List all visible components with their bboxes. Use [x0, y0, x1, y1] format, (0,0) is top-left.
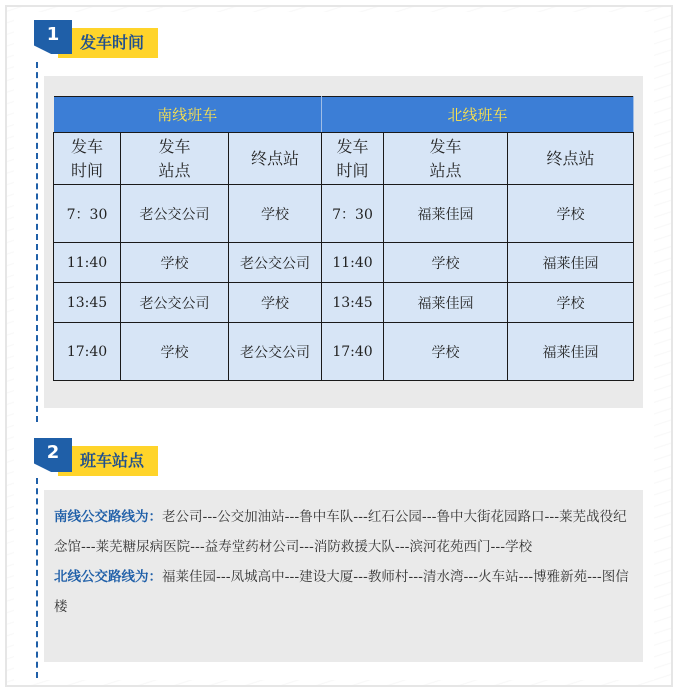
col-header-stop: 发车 站点: [121, 133, 229, 185]
cell-time: 7：30: [322, 185, 384, 243]
table-row: [54, 243, 634, 283]
cell-from: 学校: [384, 323, 508, 381]
north-route-label: 北线公交路线为：: [54, 569, 162, 585]
cell-to: 学校: [508, 185, 634, 243]
section-header-stops: [30, 436, 170, 476]
cell-from: 福莱佳园: [384, 283, 508, 323]
cell-to: 学校: [508, 283, 634, 323]
col-header-end: 终点站: [508, 133, 634, 185]
dashed-guide-line: [36, 478, 38, 678]
north-line-header: 北线班车: [322, 97, 634, 133]
section-number: 2: [46, 442, 60, 463]
routes-panel: [44, 490, 643, 662]
schedule-panel: [44, 76, 643, 408]
cell-time: 17:40: [322, 323, 384, 381]
south-line-header: 南线班车: [54, 97, 322, 133]
section-number: 1: [46, 24, 60, 45]
cell-to: 老公交公司: [229, 243, 322, 283]
column-header-row: [54, 133, 634, 185]
south-route-stops: 老公司---公交加油站---鲁中车队---红石公园---鲁中大街花园路口---莱芜战役纪念馆---莱芜糖尿病医院---益寿堂药材公司---消防救援大队---滨河花苑西门---学校: [54, 509, 627, 555]
schedule-table: [53, 96, 634, 381]
col-header-time: 发车 时间: [322, 133, 384, 185]
north-route: [54, 562, 639, 622]
cell-to: 福莱佳园: [508, 323, 634, 381]
cell-time: 13:45: [322, 283, 384, 323]
cell-time: 17:40: [54, 323, 121, 381]
table-row: [54, 185, 634, 243]
cell-from: 福莱佳园: [384, 185, 508, 243]
col-header-end: 终点站: [229, 133, 322, 185]
south-route-label: 南线公交路线为：: [54, 509, 162, 525]
cell-from: 老公交公司: [121, 185, 229, 243]
cell-to: 学校: [229, 283, 322, 323]
cell-time: 11:40: [322, 243, 384, 283]
cell-to: 老公交公司: [229, 323, 322, 381]
cell-from: 学校: [384, 243, 508, 283]
cell-from: 老公交公司: [121, 283, 229, 323]
section-title: 班车站点: [80, 451, 145, 470]
dashed-guide-line: [36, 62, 38, 422]
cell-from: 学校: [121, 323, 229, 381]
table-row: [54, 323, 634, 381]
col-header-time: 发车 时间: [54, 133, 121, 185]
cell-to: 学校: [229, 185, 322, 243]
col-header-stop: 发车 站点: [384, 133, 508, 185]
section-header-departure: [30, 18, 170, 58]
south-route: [54, 502, 639, 562]
table-row: [54, 283, 634, 323]
cell-from: 学校: [121, 243, 229, 283]
cell-time: 13:45: [54, 283, 121, 323]
north-route-stops: 福莱佳园---凤城高中---建设大厦---教师村---清水湾---火车站---博雅新苑---图信楼: [54, 569, 629, 615]
section-title: 发车时间: [80, 33, 145, 52]
cell-time: 7：30: [54, 185, 121, 243]
cell-to: 福莱佳园: [508, 243, 634, 283]
cell-time: 11:40: [54, 243, 121, 283]
routes-text: [54, 502, 639, 622]
